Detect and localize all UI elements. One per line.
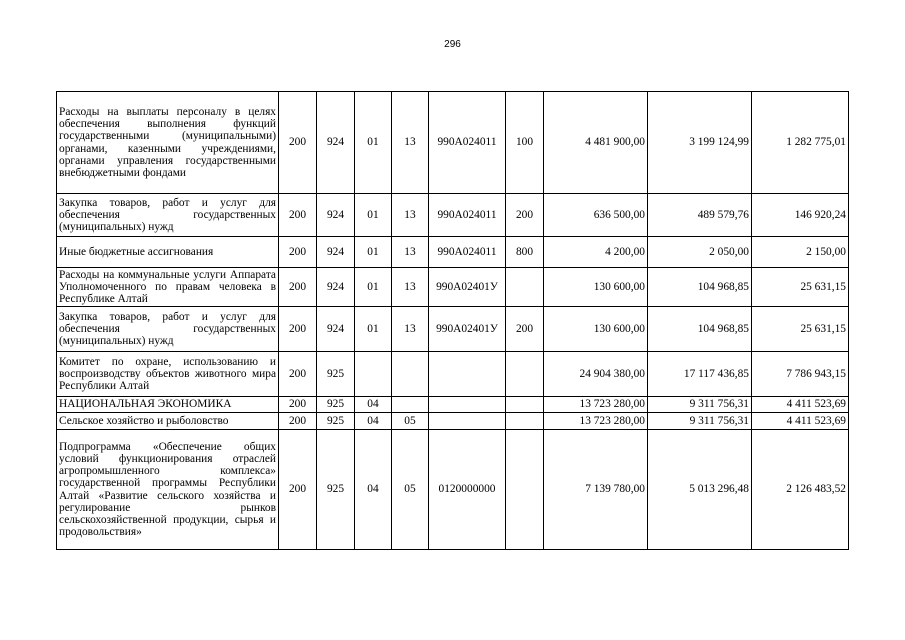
expense-name: НАЦИОНАЛЬНАЯ ЭКОНОМИКА — [57, 397, 279, 413]
executed-amount: 5 013 296,48 — [648, 430, 752, 550]
expense-name: Расходы на коммунальные услуги Аппарата Уполномоченного по правам человека в Республике Алтай — [57, 268, 279, 307]
expense-type-code: 200 — [506, 194, 544, 237]
expense-type-code — [506, 413, 544, 430]
remaining-amount: 25 631,15 — [752, 268, 849, 307]
planned-amount: 7 139 780,00 — [544, 430, 648, 550]
executed-amount: 104 968,85 — [648, 268, 752, 307]
target-article-code — [429, 397, 506, 413]
section-code: 01 — [355, 194, 392, 237]
table-row — [57, 430, 849, 550]
target-article-code: 990А024011 — [429, 92, 506, 194]
page-number: 296 — [444, 39, 461, 50]
expense-name: Иные бюджетные ассигнования — [57, 237, 279, 268]
planned-amount: 4 200,00 — [544, 237, 648, 268]
table-row — [57, 397, 849, 413]
planned-amount: 13 723 280,00 — [544, 397, 648, 413]
target-article-code: 990А024011 — [429, 237, 506, 268]
remaining-amount: 4 411 523,69 — [752, 397, 849, 413]
target-article-code: 0120000000 — [429, 430, 506, 550]
section-code: 01 — [355, 237, 392, 268]
administrator-code: 924 — [317, 92, 355, 194]
administrator-code: 924 — [317, 307, 355, 352]
planned-amount: 130 600,00 — [544, 307, 648, 352]
administrator-code: 924 — [317, 194, 355, 237]
executed-amount: 2 050,00 — [648, 237, 752, 268]
planned-amount: 24 904 380,00 — [544, 352, 648, 397]
expense-name: Сельское хозяйство и рыболовство — [57, 413, 279, 430]
expense-type-code — [506, 268, 544, 307]
ministry-code: 200 — [279, 92, 317, 194]
expense-type-code — [506, 352, 544, 397]
expense-name: Подпрограмма «Обеспечение общих условий функционирования отраслей агропромышленного комплекса» государственной программы Республики Алтай «Развитие сельского хозяйства и регулирование рынков сельскохозяйственной продукции, сырья и продовольствия» — [57, 430, 279, 550]
subsection-code: 05 — [392, 413, 429, 430]
section-code: 04 — [355, 397, 392, 413]
planned-amount: 130 600,00 — [544, 268, 648, 307]
table-row — [57, 268, 849, 307]
section-code: 01 — [355, 92, 392, 194]
expense-type-code: 200 — [506, 307, 544, 352]
remaining-amount: 4 411 523,69 — [752, 413, 849, 430]
administrator-code: 924 — [317, 237, 355, 268]
ministry-code: 200 — [279, 413, 317, 430]
administrator-code: 924 — [317, 268, 355, 307]
expense-name: Закупка товаров, работ и услуг для обеспечения государственных (муниципальных) нужд — [57, 194, 279, 237]
table-row — [57, 413, 849, 430]
subsection-code — [392, 397, 429, 413]
target-article-code: 990А02401У — [429, 307, 506, 352]
remaining-amount: 25 631,15 — [752, 307, 849, 352]
planned-amount: 4 481 900,00 — [544, 92, 648, 194]
expense-type-code: 800 — [506, 237, 544, 268]
section-code: 01 — [355, 268, 392, 307]
remaining-amount: 7 786 943,15 — [752, 352, 849, 397]
executed-amount: 17 117 436,85 — [648, 352, 752, 397]
remaining-amount: 1 282 775,01 — [752, 92, 849, 194]
ministry-code: 200 — [279, 397, 317, 413]
subsection-code: 13 — [392, 92, 429, 194]
target-article-code: 990А024011 — [429, 194, 506, 237]
section-code: 01 — [355, 307, 392, 352]
executed-amount: 9 311 756,31 — [648, 397, 752, 413]
remaining-amount: 146 920,24 — [752, 194, 849, 237]
target-article-code — [429, 352, 506, 397]
executed-amount: 104 968,85 — [648, 307, 752, 352]
expense-name: Закупка товаров, работ и услуг для обеспечения государственных (муниципальных) нужд — [57, 307, 279, 352]
administrator-code: 925 — [317, 413, 355, 430]
executed-amount: 3 199 124,99 — [648, 92, 752, 194]
ministry-code: 200 — [279, 237, 317, 268]
table-row — [57, 237, 849, 268]
administrator-code: 925 — [317, 397, 355, 413]
ministry-code: 200 — [279, 352, 317, 397]
executed-amount: 489 579,76 — [648, 194, 752, 237]
subsection-code: 13 — [392, 307, 429, 352]
expense-name: Комитет по охране, использованию и воспроизводству объектов животного мира Республики Алтай — [57, 352, 279, 397]
expense-type-code — [506, 430, 544, 550]
ministry-code: 200 — [279, 268, 317, 307]
target-article-code — [429, 413, 506, 430]
expense-name: Расходы на выплаты персоналу в целях обеспечения выполнения функций государственными (муниципальными) органами, казенными учреждениями, органами управления государственными внебюджетными фондами — [57, 92, 279, 194]
table-row — [57, 194, 849, 237]
administrator-code: 925 — [317, 430, 355, 550]
subsection-code — [392, 352, 429, 397]
section-code: 04 — [355, 413, 392, 430]
expense-type-code: 100 — [506, 92, 544, 194]
section-code — [355, 352, 392, 397]
remaining-amount: 2 126 483,52 — [752, 430, 849, 550]
remaining-amount: 2 150,00 — [752, 237, 849, 268]
subsection-code: 13 — [392, 268, 429, 307]
executed-amount: 9 311 756,31 — [648, 413, 752, 430]
table-row — [57, 307, 849, 352]
planned-amount: 13 723 280,00 — [544, 413, 648, 430]
ministry-code: 200 — [279, 307, 317, 352]
subsection-code: 05 — [392, 430, 429, 550]
target-article-code: 990А02401У — [429, 268, 506, 307]
table-row — [57, 92, 849, 194]
expense-type-code — [506, 397, 544, 413]
section-code: 04 — [355, 430, 392, 550]
subsection-code: 13 — [392, 237, 429, 268]
ministry-code: 200 — [279, 430, 317, 550]
planned-amount: 636 500,00 — [544, 194, 648, 237]
table-row — [57, 352, 849, 397]
subsection-code: 13 — [392, 194, 429, 237]
ministry-code: 200 — [279, 194, 317, 237]
budget-table — [56, 91, 849, 550]
administrator-code: 925 — [317, 352, 355, 397]
